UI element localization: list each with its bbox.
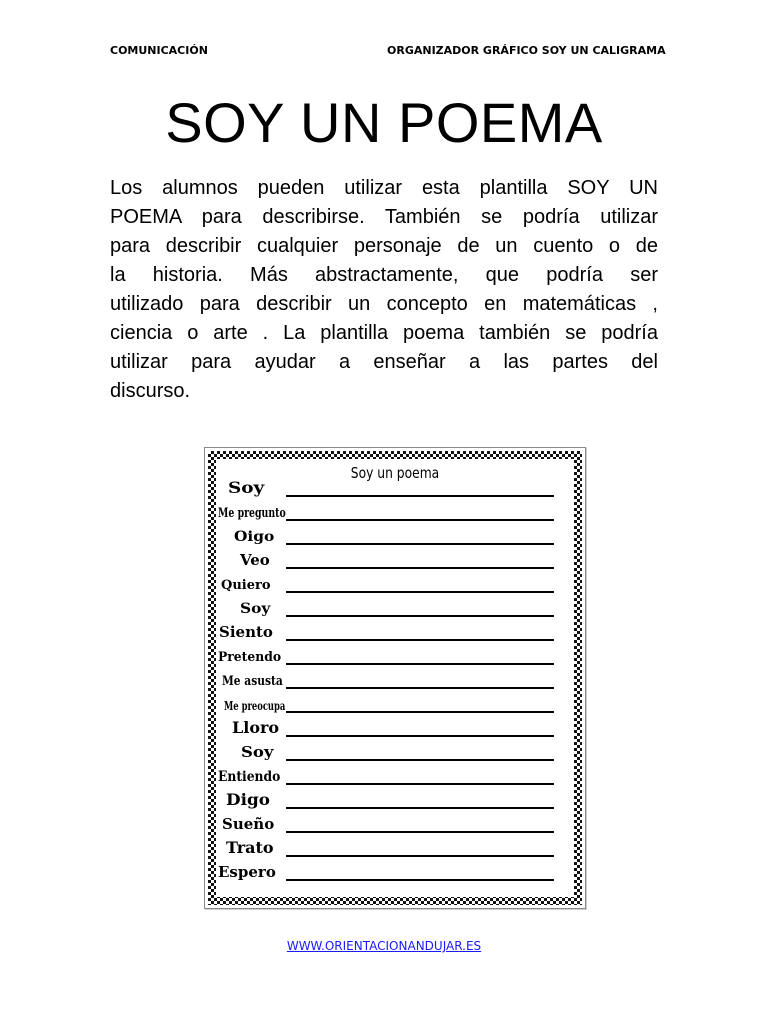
poem-row — [216, 765, 574, 789]
poem-row — [216, 525, 574, 549]
answer-line — [286, 831, 554, 833]
header-subject: COMUNICACIÓN — [110, 44, 208, 57]
poem-row — [216, 501, 574, 525]
poem-row — [216, 621, 574, 645]
intro-line: la historia. Más abstractamente, que podría ser — [110, 264, 658, 286]
answer-line — [286, 735, 554, 737]
poem-row — [216, 669, 574, 693]
worksheet-body — [216, 459, 574, 897]
answer-line — [286, 807, 554, 809]
answer-line — [286, 711, 554, 713]
poem-prompt-label: Veo — [240, 551, 270, 569]
answer-line — [286, 687, 554, 689]
answer-line — [286, 639, 554, 641]
poem-prompt-label: Me asusta — [222, 674, 283, 689]
poem-row — [216, 477, 574, 501]
poem-row — [216, 741, 574, 765]
poem-row — [216, 789, 574, 813]
poem-prompt-label: Soy — [241, 743, 274, 761]
answer-line — [286, 759, 554, 761]
poem-row — [216, 693, 574, 717]
poem-prompt-label: Digo — [226, 790, 270, 809]
poem-row — [216, 573, 574, 597]
answer-line — [286, 519, 554, 521]
poem-prompt-label: Soy — [240, 601, 271, 617]
intro-line: discurso. — [110, 380, 191, 402]
intro-line: ciencia o arte . La plantilla poema también se podría — [110, 322, 658, 344]
poem-prompt-label: Espero — [218, 863, 276, 881]
footer — [0, 939, 768, 953]
poem-prompt-label: Quiero — [221, 578, 271, 593]
poem-prompt-label: Siento — [219, 623, 273, 641]
poem-row — [216, 861, 574, 885]
poem-row — [216, 813, 574, 837]
intro-line: POEMA para describirse. También se podría utilizar — [110, 206, 658, 228]
answer-line — [286, 615, 554, 617]
poem-prompt-label: Sueño — [222, 815, 275, 833]
worksheet-title: Soy un poema — [350, 464, 440, 482]
website-link[interactable]: WWW.ORIENTACIONANDUJAR.ES — [286, 939, 482, 953]
poem-prompt-label: Trato — [226, 838, 274, 857]
poem-prompt-label: Entiendo — [218, 769, 281, 785]
answer-line — [286, 663, 554, 665]
poem-prompt-label: Lloro — [232, 718, 280, 737]
answer-line — [286, 855, 554, 857]
answer-line — [286, 879, 554, 881]
answer-line — [286, 495, 554, 497]
answer-line — [286, 783, 554, 785]
poem-row — [216, 717, 574, 741]
poem-row — [216, 597, 574, 621]
page-title: SOY UN POEMA — [165, 91, 603, 154]
poem-worksheet — [204, 447, 586, 909]
poem-row — [216, 549, 574, 573]
answer-line — [286, 591, 554, 593]
poem-row — [216, 645, 574, 669]
intro-line: utilizar para ayudar a enseñar a las partes del — [110, 351, 658, 373]
answer-line — [286, 567, 554, 569]
poem-prompt-label: Me pregunto — [218, 506, 286, 521]
intro-line: Los alumnos pueden utilizar esta plantilla SOY UN — [110, 177, 658, 199]
intro-line: para describir cualquier personaje de un cuento o de — [110, 235, 658, 257]
answer-line — [286, 543, 554, 545]
poem-prompt-label: Soy — [228, 478, 265, 497]
intro-line: utilizado para describir un concepto en matemáticas , — [110, 293, 658, 315]
poem-prompt-label: Pretendo — [218, 650, 282, 665]
poem-row — [216, 837, 574, 861]
header-topic: ORGANIZADOR GRÁFICO SOY UN CALIGRAMA — [387, 44, 666, 57]
poem-prompt-label: Oigo — [234, 529, 275, 545]
poem-prompt-label: Me preocupa — [224, 699, 286, 713]
intro-paragraph — [110, 174, 658, 406]
